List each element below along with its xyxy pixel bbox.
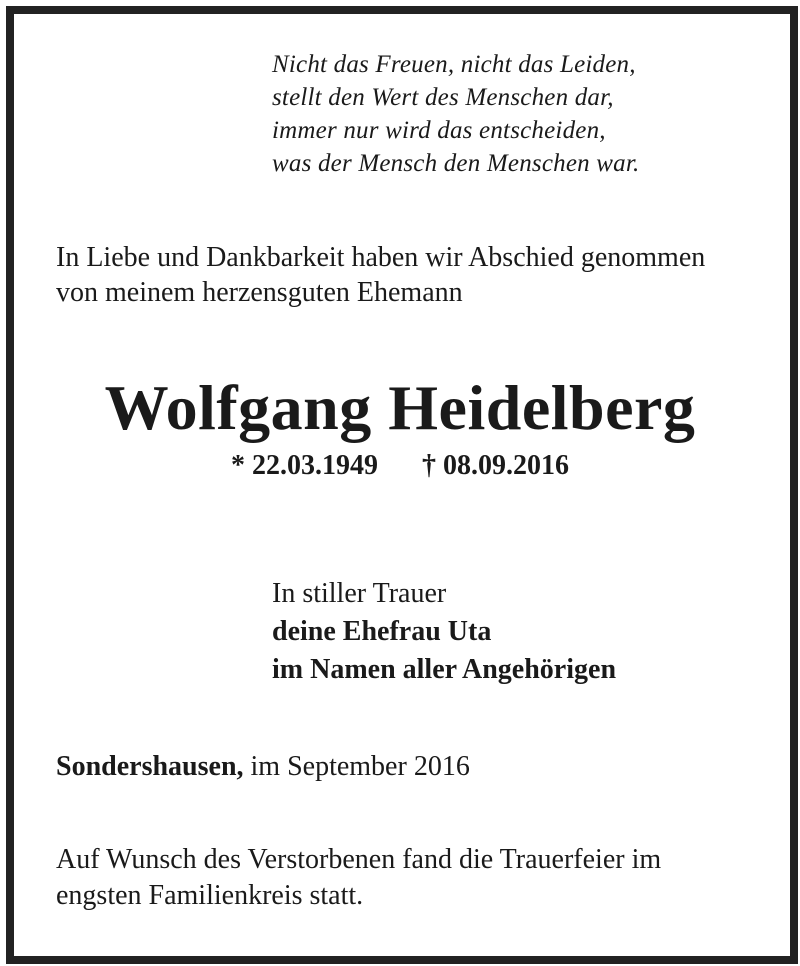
mourner-line: im Namen aller Angehörigen (272, 654, 617, 685)
mourners-block (272, 575, 616, 689)
note-line: Auf Wunsch des Verstorbenen fand die Trauerfeier im (56, 844, 662, 875)
place-city: Sondershausen, (56, 751, 244, 782)
life-dates (0, 449, 800, 483)
funeral-note (56, 842, 661, 914)
mourner-line: deine Ehefrau Uta (272, 616, 492, 647)
poem-line: immer nur wird das entscheiden, (272, 117, 606, 144)
intro-text (56, 240, 705, 310)
poem-line: Nicht das Freuen, nicht das Leiden, (272, 51, 636, 78)
poem-line: stellt den Wert des Menschen dar, (272, 84, 614, 111)
intro-line: von meinem herzensguten Ehemann (56, 277, 463, 308)
place-date: im September 2016 (250, 751, 470, 782)
birth-date: * 22.03.1949 (231, 450, 378, 481)
deceased-name: Wolfgang Heidelberg (104, 372, 696, 443)
poem-line: was der Mensch den Menschen war. (272, 150, 640, 177)
death-date: † 08.09.2016 (422, 450, 569, 481)
place-and-date (56, 750, 470, 784)
mourning-heading: In stiller Trauer (272, 578, 447, 609)
poem-verse (272, 48, 639, 180)
note-line: engsten Familienkreis statt. (56, 880, 364, 911)
intro-line: In Liebe und Dankbarkeit haben wir Abschied genommen (56, 242, 706, 273)
